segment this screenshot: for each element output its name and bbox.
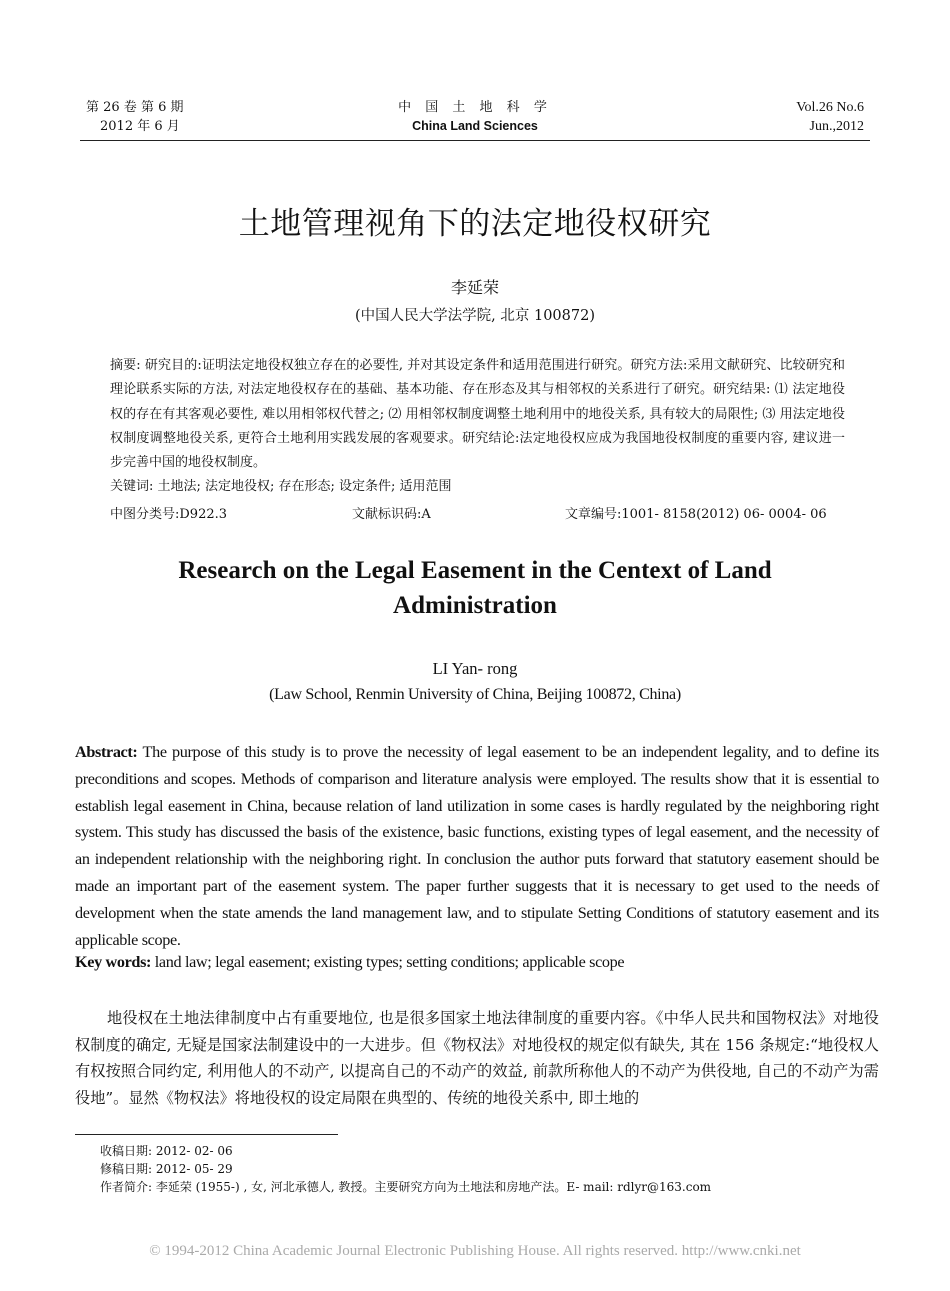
abstract-cn <box>110 354 845 500</box>
header-date-en: Jun.,2012 <box>809 119 864 134</box>
affiliation-cn: (中国人民大学法学院, 北京 100872) <box>355 308 595 324</box>
affiliation-en: (Law School, Renmin University of China, Beijing 100872, China) <box>269 686 681 703</box>
header-journal-name <box>80 98 870 136</box>
classification-row <box>110 503 845 525</box>
author-cn: 李延荣 <box>450 278 499 297</box>
keywords-en <box>75 953 879 972</box>
header-volume: 第 26 卷 第 6 期 <box>86 100 184 115</box>
abstract-en-text: The purpose of this study is to prove the necessity of legal easement to be an independent legality, and to define its preconditions and scopes. Methods of comparison and literature analysis were employed. The results show that it is essential to establish legal easement in China, because relation of land utilization in some cases is hardly regulated by the neighboring right system. This study has discussed the basis of the existence, basic functions, existing types of legal easement, and the necessity of an independent relationship with the neighboring right. In conclusion the author puts forward that statutory easement should be made an important part of the easement system. The paper further suggests that it is necessary to get used to the needs of development when the state amends the land management law, and to stipulate Setting Conditions of statutory easement and its applicable scope. <box>75 743 880 949</box>
footnote-divider <box>75 1134 338 1135</box>
abstract-cn-text: 摘要: 研究目的:证明法定地役权独立存在的必要性, 并对其设定条件和适用范围进行研究。研究方法:采用文献研究、比较研究和理论联系实际的方法, 对法定地役权存在的基础、基本功能、存在形态及其与相邻权的关系进行了研究。研究结果: ⑴ 法定地役权的存在有其客观必要性, 难以用相邻权代替之; ⑵ 用相邻权制度调整土地利用中的地役关系, 具有较大的局限性; ⑶ 用法定地役权制度调整地役关系, 更符合土地利用实践发展的客观要求。研究结论:法定地役权应成为我国地役权制度的重要内容, 建议进一步完善中国的地役权制度。 <box>110 358 845 471</box>
journal-name-en: China Land Sciences <box>412 119 538 133</box>
classification-number: 中图分类号:D922.3 <box>110 507 228 522</box>
article-number: 文章编号:1001- 8158(2012) 06- 0004- 06 <box>565 507 827 522</box>
keywords-cn: 关键词: 土地法; 法定地役权; 存在形态; 设定条件; 适用范围 <box>110 479 452 495</box>
header-volume-en: Vol.26 No.6 <box>796 100 864 115</box>
keywords-en-text: land law; legal easement; existing types; setting conditions; applicable scope <box>154 953 625 971</box>
footnotes <box>100 1142 880 1196</box>
running-header <box>80 98 870 141</box>
copyright-footer: © 1994-2012 China Academic Journal Electronic Publishing House. All rights reserved. http://www.cnki.net <box>149 1243 801 1259</box>
body-paragraph: 地役权在土地法律制度中占有重要地位, 也是很多国家土地法律制度的重要内容。《中华人民共和国物权法》对地役权制度的确定, 无疑是国家法制建设中的一大进步。但《物权法》对地役权的规定似有缺失, 其在 156 条规定:“地役权人有权按照合同约定, 利用他人的不动产, 以提高自己的不动产的效益, 前款所称他人的不动产为供役地, 自己的不动产为需役地”。显然《物权法》将地役权的设定局限在典型的、传统的地役关系中, 即土地的 <box>75 1009 879 1107</box>
title-cn: 土地管理视角下的法定地役权研究 <box>238 206 712 242</box>
document-code: 文献标识码:A <box>352 507 431 522</box>
abstract-en <box>75 739 879 953</box>
header-volume-info-en <box>796 98 864 136</box>
author-en: LI Yan- rong <box>432 659 518 678</box>
abstract-en-label: Abstract: <box>75 743 138 761</box>
keywords-en-label: Key words: <box>75 953 152 971</box>
footnote-received: 收稿日期: 2012- 02- 06 <box>100 1144 233 1158</box>
footnote-author-bio: 作者简介: 李延荣 (1955-) , 女, 河北承德人, 教授。主要研究方向为土地法和房地产法。E- mail: rdlyr@163.com <box>100 1180 712 1194</box>
footnote-revised: 修稿日期: 2012- 05- 29 <box>100 1162 233 1176</box>
title-en: Research on the Legal Easement in the Centext of Land Administration <box>178 557 772 619</box>
header-date: 2012 年 6 月 <box>100 119 180 134</box>
journal-name-cn: 中 国 土 地 科 学 <box>398 100 552 115</box>
